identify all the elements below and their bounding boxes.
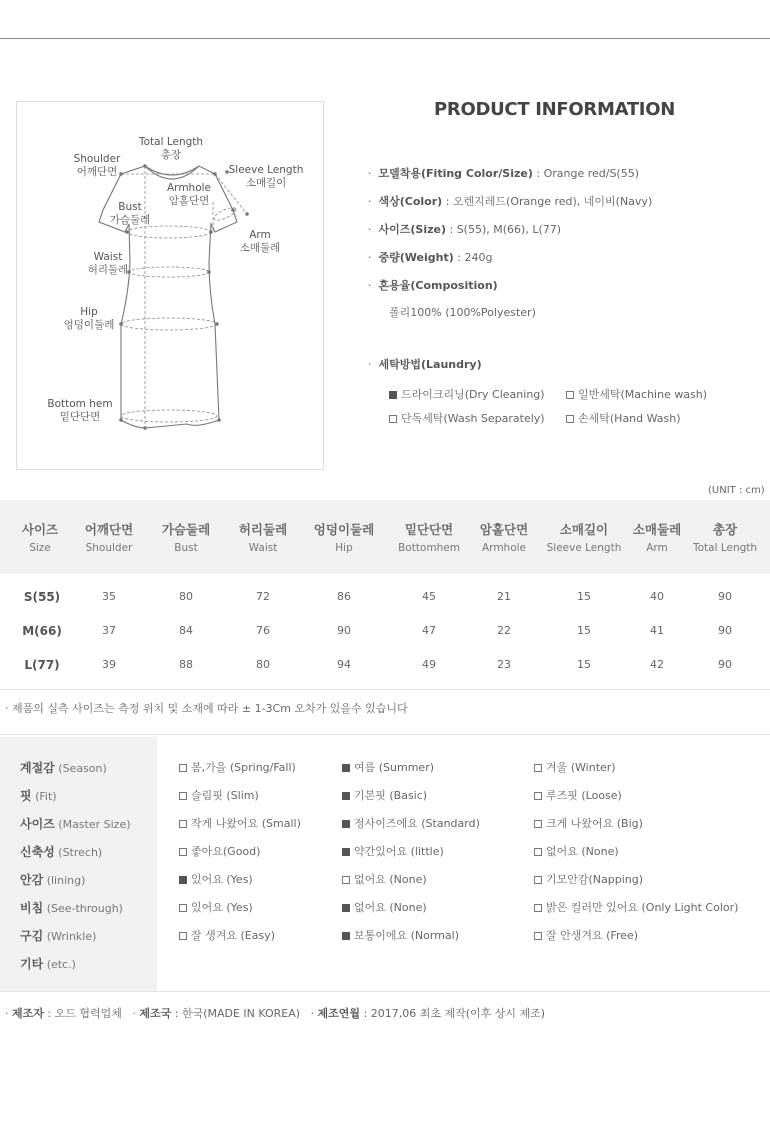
size-col-header-en: Sleeve Length: [546, 542, 622, 554]
measurement-diagram: [16, 101, 324, 470]
checked-box-icon: [342, 904, 350, 912]
size-col-header-en: Arm: [646, 542, 668, 554]
size-col-header-en: Hip: [335, 542, 353, 554]
checked-box-icon: [389, 391, 397, 399]
attribute-label: [20, 787, 57, 804]
size-col-header-ko: 엉덩이둘레: [313, 522, 375, 537]
unchecked-box-icon: [534, 848, 542, 856]
size-row-label: S(55): [23, 590, 61, 604]
laundry-title: · 세탁방법(Laundry): [368, 358, 482, 371]
unchecked-box-icon: [179, 820, 187, 828]
unchecked-box-icon: [534, 876, 542, 884]
size-row-label: L(77): [24, 658, 60, 672]
attribute-label-en: (See-through): [46, 902, 123, 915]
hip-label: Hip 엉덩이둘레: [63, 306, 115, 331]
attribute-option: [179, 871, 253, 887]
attribute-option-label: 없어요 (None): [354, 901, 427, 914]
attribute-label-en: (Season): [58, 762, 107, 775]
attribute-label-ko: 비침: [20, 901, 44, 915]
attribute-option-label: 루즈핏 (Loose): [546, 789, 622, 802]
size-col-header: [22, 520, 58, 554]
attribute-option: [342, 843, 444, 859]
checked-box-icon: [342, 848, 350, 856]
size-row-label: M(66): [22, 624, 62, 638]
size-cell: 90: [718, 658, 732, 671]
attribute-option-label: 없어요 (None): [354, 873, 427, 886]
attribute-option: [534, 759, 616, 775]
unchecked-box-icon: [566, 391, 574, 399]
attribute-option: [342, 899, 427, 915]
attribute-option: [342, 759, 434, 775]
size-cell: 23: [497, 658, 511, 671]
size-col-header-ko: 밑단단면: [404, 522, 454, 537]
top-divider: [0, 38, 770, 39]
sleeve-length-label: Sleeve Length 소매길이: [228, 164, 304, 189]
attribute-label: [20, 899, 123, 916]
size-col-header-en: Armhole: [482, 542, 526, 554]
size-cell: 37: [102, 624, 116, 637]
attribute-option: [342, 787, 427, 803]
size-cell: 45: [422, 590, 436, 603]
size-cell: 35: [102, 590, 116, 603]
attribute-label-en: (Strech): [58, 846, 103, 859]
attributes-top-divider: [0, 734, 770, 735]
unchecked-box-icon: [342, 876, 350, 884]
total-length-label: Total Length 총장: [138, 136, 204, 161]
checked-box-icon: [342, 932, 350, 940]
attribute-label: [20, 871, 85, 888]
attribute-option-label: 봄,가을 (Spring/Fall): [191, 761, 296, 774]
size-col-header-ko: 가슴둘레: [161, 522, 211, 537]
size-cell: 72: [256, 590, 270, 603]
size-col-header-en: Total Length: [692, 542, 758, 554]
size-cell: 88: [179, 658, 193, 671]
attribute-option-label: 기모안감(Napping): [546, 873, 644, 886]
unchecked-box-icon: [534, 764, 542, 772]
pi-row-model-fit: · 모델착용(Fiting Color/Size) : Orange red/S(55): [368, 167, 640, 180]
size-col-header-en: Shoulder: [85, 542, 133, 554]
size-cell: 90: [337, 624, 351, 637]
unchecked-box-icon: [534, 904, 542, 912]
size-cell: 90: [718, 624, 732, 637]
attribute-option-label: 크게 나왔어요 (Big): [546, 817, 643, 830]
attribute-option: [342, 815, 480, 831]
size-cell: 15: [577, 624, 591, 637]
size-col-header: [85, 520, 133, 554]
checked-box-icon: [342, 764, 350, 772]
product-info-title: PRODUCT INFORMATION: [434, 99, 675, 120]
size-col-header: [547, 520, 622, 554]
waist-label: Waist 허리둘레: [87, 251, 129, 276]
pi-row-composition: · 혼용율(Composition): [368, 279, 498, 292]
size-col-header-en: Bottomhem: [398, 542, 460, 554]
attribute-label-en: (lining): [46, 874, 86, 887]
size-col-header-ko: 소매길이: [559, 522, 609, 537]
attributes-bottom-divider: [0, 991, 770, 992]
attribute-option-label: 작게 나왔어요 (Small): [191, 817, 301, 830]
attribute-option-label: 여름 (Summer): [354, 761, 435, 774]
attribute-option-label: 밝은 컬러만 있어요 (Only Light Color): [546, 901, 739, 914]
attribute-label-en: (Wrinkle): [46, 930, 97, 943]
pi-row-size: · 사이즈(Size) : S(55), M(66), L(77): [368, 223, 562, 236]
unchecked-box-icon: [534, 792, 542, 800]
attribute-option: [179, 927, 275, 943]
size-cell: 15: [577, 658, 591, 671]
attribute-label-en: (Fit): [35, 790, 57, 803]
armhole-label: Armhole 암홀단면: [167, 182, 211, 207]
size-cell: 47: [422, 624, 436, 637]
unchecked-box-icon: [179, 792, 187, 800]
attribute-option: [179, 843, 260, 859]
size-note: · 제품의 실측 사이즈는 측정 위치 및 소재에 따라 ± 1-3Cm 오차가 있을수 있습니다: [5, 702, 408, 715]
unchecked-box-icon: [179, 848, 187, 856]
size-cell: 41: [650, 624, 664, 637]
attribute-label: [20, 759, 107, 776]
attribute-option-label: 있어요 (Yes): [191, 873, 253, 886]
attribute-option: [534, 899, 738, 915]
size-col-header: [398, 520, 460, 554]
laundry-option-dry-cleaning: 드라이크리닝(Dry Cleaning): [389, 386, 545, 402]
attribute-label-ko: 계절감: [20, 761, 55, 775]
size-col-header-ko: 총장: [712, 522, 738, 537]
shoulder-label: Shoulder 어깨단면: [73, 153, 121, 178]
size-col-header-en: Bust: [174, 542, 198, 554]
attribute-option: [534, 843, 619, 859]
size-cell: 84: [179, 624, 193, 637]
size-table-bottom-divider: [0, 689, 770, 690]
size-col-header-en: Size: [29, 542, 51, 554]
attribute-label-ko: 안감: [20, 873, 44, 887]
size-cell: 86: [337, 590, 351, 603]
attribute-label-ko: 구김: [20, 929, 44, 943]
size-cell: 15: [577, 590, 591, 603]
bottom-hem-label: Bottom hem 밑단단면: [47, 398, 113, 423]
size-cell: 21: [497, 590, 511, 603]
attribute-label-ko: 사이즈: [20, 817, 55, 831]
attribute-option-label: 약간있어요 (little): [354, 845, 444, 858]
attribute-label: [20, 843, 102, 860]
size-cell: 42: [650, 658, 664, 671]
unchecked-box-icon: [534, 820, 542, 828]
attribute-label-en: (etc.): [46, 958, 76, 971]
unchecked-box-icon: [534, 932, 542, 940]
size-cell: 40: [650, 590, 664, 603]
checked-box-icon: [342, 820, 350, 828]
attribute-option: [534, 815, 643, 831]
manufacturer-info: · 제조자 : 오드 협력업체 · 제조국 : 한국(MADE IN KOREA) · 제조연월 : 2017,06 최초 제작(이후 상시 제조): [5, 1007, 546, 1020]
pi-row-color: · 색상(Color) : 오렌지레드(Orange red), 네이비(Navy): [368, 195, 653, 208]
unchecked-box-icon: [566, 415, 574, 423]
attribute-option-label: 보통이에요 (Normal): [354, 929, 460, 942]
size-col-header: [239, 520, 287, 554]
unchecked-box-icon: [179, 904, 187, 912]
attribute-option: [534, 927, 638, 943]
laundry-option-hand-wash: 손세탁(Hand Wash): [566, 410, 681, 426]
attribute-option-label: 슬림핏 (Slim): [191, 789, 259, 802]
attribute-option-label: 잘 생겨요 (Easy): [191, 929, 276, 942]
attribute-option-label: 잘 안생겨요 (Free): [546, 929, 639, 942]
size-cell: 76: [256, 624, 270, 637]
size-col-header: [314, 520, 374, 554]
size-cell: 39: [102, 658, 116, 671]
size-col-header-ko: 암홀단면: [479, 522, 529, 537]
bust-label: Bust 가슴둘레: [109, 201, 151, 226]
attribute-option: [179, 899, 253, 915]
attribute-label: [20, 815, 131, 832]
laundry-option-machine-wash: 일반세탁(Machine wash): [566, 386, 707, 402]
size-col-header: [693, 520, 757, 554]
attribute-label: [20, 955, 76, 972]
attribute-option-label: 있어요 (Yes): [191, 901, 253, 914]
size-cell: 94: [337, 658, 351, 671]
size-cell: 22: [497, 624, 511, 637]
attribute-option-label: 기본핏 (Basic): [354, 789, 428, 802]
attribute-option-label: 겨울 (Winter): [546, 761, 616, 774]
attribute-option: [179, 787, 259, 803]
attribute-label-ko: 기타: [20, 957, 44, 971]
size-col-header-en: Waist: [248, 542, 278, 554]
pi-row-weight: · 중량(Weight) : 240g: [368, 251, 493, 264]
size-col-header-ko: 사이즈: [21, 522, 59, 537]
size-col-header-ko: 어깨단면: [84, 522, 134, 537]
attribute-label-ko: 핏: [20, 789, 32, 803]
size-cell: 80: [179, 590, 193, 603]
unchecked-box-icon: [179, 764, 187, 772]
size-cell: 49: [422, 658, 436, 671]
attribute-option: [534, 787, 622, 803]
attribute-option-label: 좋아요(Good): [191, 845, 261, 858]
attribute-label-ko: 신축성: [20, 845, 55, 859]
checked-box-icon: [179, 876, 187, 884]
attribute-label: [20, 927, 96, 944]
checked-box-icon: [342, 792, 350, 800]
unit-label: (UNIT : cm): [708, 485, 765, 496]
size-col-header: [633, 520, 681, 554]
size-col-header: [162, 520, 210, 554]
composition-value: 폴리100% (100%Polyester): [389, 306, 536, 319]
unchecked-box-icon: [179, 932, 187, 940]
attribute-option: [342, 927, 459, 943]
attribute-label-en: (Master Size): [58, 818, 131, 831]
attribute-option-label: 정사이즈에요 (Standard): [354, 817, 480, 830]
attribute-option: [179, 815, 301, 831]
size-col-header-ko: 소매둘레: [632, 522, 682, 537]
arm-label: Arm 소매둘레: [239, 229, 281, 254]
attribute-option-label: 없어요 (None): [546, 845, 619, 858]
attribute-option: [534, 871, 643, 887]
laundry-option-wash-separately: 단독세탁(Wash Separately): [389, 410, 545, 426]
size-cell: 90: [718, 590, 732, 603]
unchecked-box-icon: [389, 415, 397, 423]
size-cell: 80: [256, 658, 270, 671]
size-col-header-ko: 허리둘레: [238, 522, 288, 537]
attribute-option: [342, 871, 427, 887]
size-col-header: [480, 520, 528, 554]
attribute-option: [179, 759, 296, 775]
